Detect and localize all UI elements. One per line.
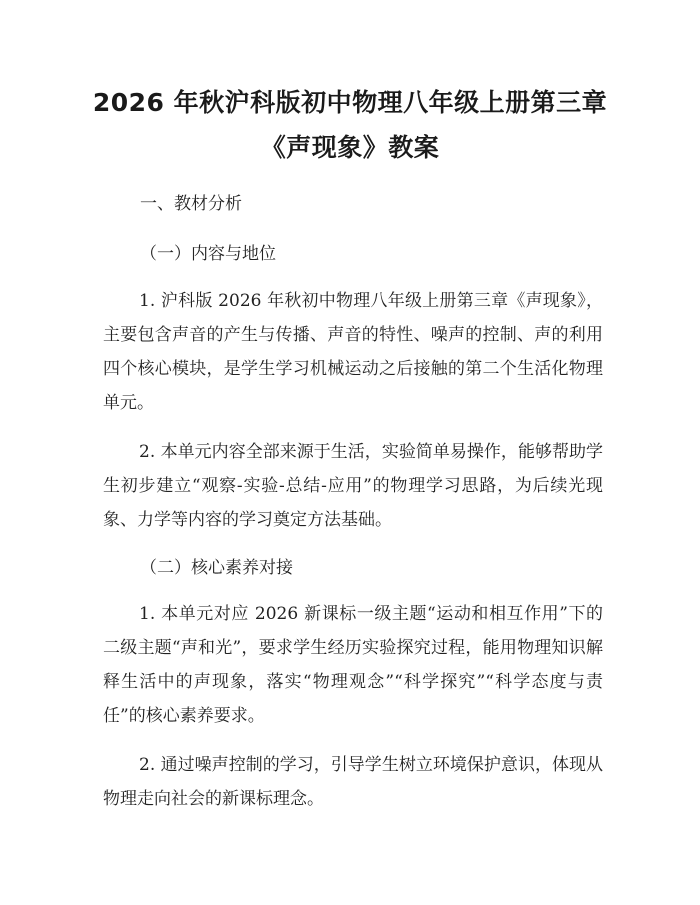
- paragraph-literacy-2: 2. 通过噪声控制的学习，引导学生树立环境保护意识，体现从物理走向社会的新课标理念。: [103, 755, 603, 809]
- paragraph-content-2: 2. 本单元内容全部来源于生活，实验简单易操作，能够帮助学生初步建立“观察-实验-总结-应用”的物理学习思路，为后续光现象、力学等内容的学习奠定方法基础。: [103, 442, 603, 530]
- section-heading-textbook-analysis: 一、教材分析: [140, 194, 242, 214]
- paragraph-content-1: 1. 沪科版 2026 年秋初中物理八年级上册第三章《声现象》，主要包含声音的产生与传播、声音的特性、噪声的控制、声的利用四个核心模块，是学生学习机械运动之后接触的第二个生活化物理单元。: [103, 291, 603, 413]
- document-title-line1: 2026 年秋沪科版初中物理八年级上册第三章: [92, 88, 608, 117]
- subsection-heading-content-position: （一）内容与地位: [140, 244, 276, 264]
- subsection-heading-core-literacy: （二）核心素养对接: [140, 558, 293, 578]
- paragraph-literacy-1: 1. 本单元对应 2026 新课标一级主题“运动和相互作用”下的二级主题“声和光”，要求学生经历实验探究过程，能用物理知识解释生活中的声现象，落实“物理观念”“科学探究”“科学态度与责任”的核心素养要求。: [103, 604, 603, 726]
- document-title-line2: 《声现象》教案: [260, 133, 440, 162]
